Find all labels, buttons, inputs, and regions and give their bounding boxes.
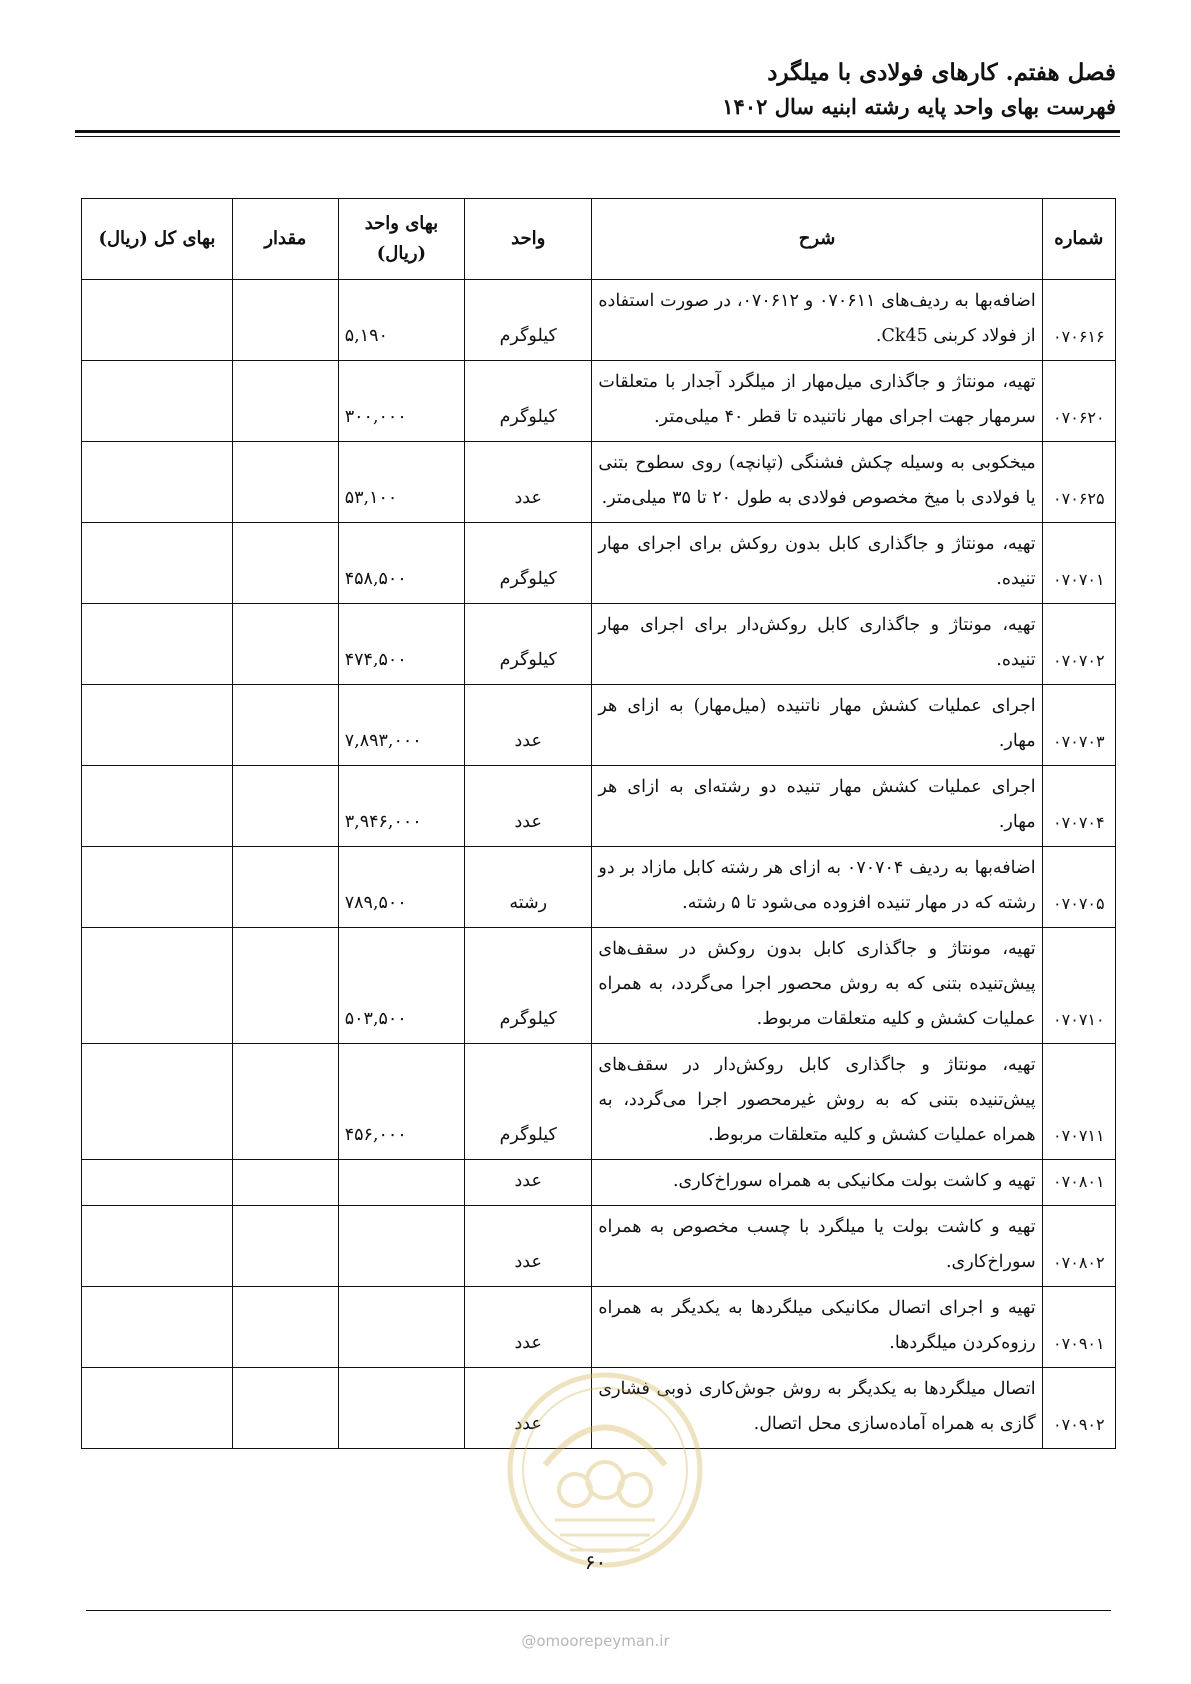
row-description: تهیه، مونتاژ و جاگذاری کابل بدون روکش برای اجرای مهار تنیده. xyxy=(592,523,1042,604)
header-quantity: مقدار xyxy=(232,199,338,280)
row-unit: عدد xyxy=(465,1287,592,1368)
table-row xyxy=(82,1287,1116,1368)
row-total-price xyxy=(82,442,233,523)
row-unit-price: ۵۰۳,۵۰۰ xyxy=(338,928,464,1044)
header-rule-thin xyxy=(75,136,1120,137)
table-header-row xyxy=(82,199,1116,280)
row-number: ۰۷۰۷۰۱ xyxy=(1042,523,1115,604)
header-rule-thick xyxy=(75,130,1120,133)
row-total-price xyxy=(82,523,233,604)
row-description: اضافه‌بها به ردیف ۰۷۰۷۰۴ به ازای هر رشته کابل مازاد بر دو رشته که در مهار تنیده افزوده می‌شود تا ۵ رشته. xyxy=(592,847,1042,928)
row-total-price xyxy=(82,604,233,685)
row-unit-price xyxy=(338,1160,464,1206)
company-seal-icon xyxy=(505,1370,705,1570)
row-description: اجرای عملیات کشش مهار تنیده دو رشته‌ای به ازای هر مهار. xyxy=(592,766,1042,847)
row-description: اضافه‌بها به ردیف‌های ۰۷۰۶۱۱ و ۰۷۰۶۱۲، در صورت استفاده از فولاد کربنی Ck45. xyxy=(592,280,1042,361)
row-unit: کیلوگرم xyxy=(465,523,592,604)
row-unit-price: ۵۳,۱۰۰ xyxy=(338,442,464,523)
table-row xyxy=(82,928,1116,1044)
table-row xyxy=(82,361,1116,442)
row-number: ۰۷۰۶۲۰ xyxy=(1042,361,1115,442)
row-quantity xyxy=(232,1160,338,1206)
table-row xyxy=(82,847,1116,928)
row-unit: کیلوگرم xyxy=(465,361,592,442)
row-description: تهیه و اجرای اتصال مکانیکی میلگردها به یکدیگر به همراه رزوه‌کردن میلگردها. xyxy=(592,1287,1042,1368)
row-description: اتصال میلگردها به یکدیگر به روش جوش‌کاری ذوبی فشاری گازی به همراه آماده‌سازی محل اتصال. xyxy=(592,1368,1042,1449)
row-description: تهیه و کاشت بولت مکانیکی به همراه سوراخ‌کاری. xyxy=(592,1160,1042,1206)
row-unit-price: ۴۵۶,۰۰۰ xyxy=(338,1044,464,1160)
row-total-price xyxy=(82,1368,233,1449)
row-total-price xyxy=(82,280,233,361)
row-unit: کیلوگرم xyxy=(465,604,592,685)
header-unit: واحد xyxy=(465,199,592,280)
row-unit: عدد xyxy=(465,442,592,523)
row-unit: کیلوگرم xyxy=(465,928,592,1044)
row-unit: عدد xyxy=(465,685,592,766)
row-number: ۰۷۰۷۱۱ xyxy=(1042,1044,1115,1160)
footer-rule xyxy=(86,1610,1111,1611)
row-description: تهیه، مونتاژ و جاگذاری کابل بدون روکش در سقف‌های پیش‌تنیده بتنی که به روش محصور اجرا می‌گردد، به همراه عملیات کشش و کلیه متعلقات مربوط. xyxy=(592,928,1042,1044)
row-number: ۰۷۰۷۱۰ xyxy=(1042,928,1115,1044)
row-number: ۰۷۰۷۰۵ xyxy=(1042,847,1115,928)
row-total-price xyxy=(82,1287,233,1368)
row-quantity xyxy=(232,361,338,442)
price-table xyxy=(81,198,1116,1449)
row-unit: عدد xyxy=(465,1368,592,1449)
row-quantity xyxy=(232,1287,338,1368)
row-description: تهیه، مونتاژ و جاگذاری میل‌مهار از میلگرد آجدار با متعلقات سرمهار جهت اجرای مهار ناتنیده تا قطر ۴۰ میلی‌متر. xyxy=(592,361,1042,442)
row-total-price xyxy=(82,1160,233,1206)
row-unit-price: ۵,۱۹۰ xyxy=(338,280,464,361)
row-unit: عدد xyxy=(465,1206,592,1287)
row-unit: کیلوگرم xyxy=(465,280,592,361)
row-number: ۰۷۰۶۲۵ xyxy=(1042,442,1115,523)
row-total-price xyxy=(82,766,233,847)
row-number: ۰۷۰۸۰۱ xyxy=(1042,1160,1115,1206)
row-quantity xyxy=(232,442,338,523)
table-row xyxy=(82,523,1116,604)
table-row xyxy=(82,1206,1116,1287)
row-description: تهیه، مونتاژ و جاگذاری کابل روکش‌دار در سقف‌های پیش‌تنیده بتنی که به روش غیرمحصور اجرا می‌گردد، به همراه عملیات کشش و کلیه متعلقات مربوط. xyxy=(592,1044,1042,1160)
row-quantity xyxy=(232,604,338,685)
row-total-price xyxy=(82,1044,233,1160)
row-unit: عدد xyxy=(465,766,592,847)
row-quantity xyxy=(232,523,338,604)
row-number: ۰۷۰۶۱۶ xyxy=(1042,280,1115,361)
row-unit-price: ۳۰۰,۰۰۰ xyxy=(338,361,464,442)
table-row xyxy=(82,442,1116,523)
row-unit-price: ۷۸۹,۵۰۰ xyxy=(338,847,464,928)
page-number: ۶۰ xyxy=(584,1550,607,1574)
table-row xyxy=(82,1160,1116,1206)
table-row xyxy=(82,766,1116,847)
row-quantity xyxy=(232,685,338,766)
row-unit-price xyxy=(338,1206,464,1287)
row-quantity xyxy=(232,1368,338,1449)
table-row xyxy=(82,604,1116,685)
page-header xyxy=(66,56,1116,124)
row-unit-price: ۷,۸۹۳,۰۰۰ xyxy=(338,685,464,766)
header-unit-price: بهای واحد (ریال) xyxy=(338,199,464,280)
row-unit: رشته xyxy=(465,847,592,928)
row-total-price xyxy=(82,1206,233,1287)
row-quantity xyxy=(232,1206,338,1287)
row-total-price xyxy=(82,847,233,928)
row-quantity xyxy=(232,928,338,1044)
chapter-title: فصل هفتم. کارهای فولادی با میلگرد xyxy=(767,59,1116,86)
row-total-price xyxy=(82,928,233,1044)
header-description: شرح xyxy=(592,199,1042,280)
row-number: ۰۷۰۸۰۲ xyxy=(1042,1206,1115,1287)
row-description: تهیه، مونتاژ و جاگذاری کابل روکش‌دار برای اجرای مهار تنیده. xyxy=(592,604,1042,685)
row-number: ۰۷۰۷۰۲ xyxy=(1042,604,1115,685)
row-unit-price xyxy=(338,1368,464,1449)
row-description: تهیه و کاشت بولت یا میلگرد با چسب مخصوص به همراه سوراخ‌کاری. xyxy=(592,1206,1042,1287)
row-quantity xyxy=(232,847,338,928)
row-unit: کیلوگرم xyxy=(465,1044,592,1160)
website-credit: @omoorepeyman.ir xyxy=(521,1632,670,1650)
table-row xyxy=(82,280,1116,361)
row-unit: عدد xyxy=(465,1160,592,1206)
row-unit-price: ۴۷۴,۵۰۰ xyxy=(338,604,464,685)
list-title: فهرست بهای واحد پایه رشته ابنیه سال ۱۴۰۲ xyxy=(722,94,1116,119)
row-description: اجرای عملیات کشش مهار ناتنیده (میل‌مهار) به ازای هر مهار. xyxy=(592,685,1042,766)
row-number: ۰۷۰۷۰۳ xyxy=(1042,685,1115,766)
table-row xyxy=(82,1044,1116,1160)
row-unit-price: ۴۵۸,۵۰۰ xyxy=(338,523,464,604)
header-number: شماره xyxy=(1042,199,1115,280)
row-number: ۰۷۰۹۰۲ xyxy=(1042,1368,1115,1449)
row-unit-price: ۳,۹۴۶,۰۰۰ xyxy=(338,766,464,847)
row-number: ۰۷۰۷۰۴ xyxy=(1042,766,1115,847)
header-total-price: بهای کل (ریال) xyxy=(82,199,233,280)
row-total-price xyxy=(82,685,233,766)
row-quantity xyxy=(232,1044,338,1160)
row-number: ۰۷۰۹۰۱ xyxy=(1042,1287,1115,1368)
row-unit-price xyxy=(338,1287,464,1368)
row-quantity xyxy=(232,280,338,361)
row-total-price xyxy=(82,361,233,442)
row-quantity xyxy=(232,766,338,847)
row-description: میخکوبی به وسیله چکش فشنگی (تپانچه) روی سطوح بتنی یا فولادی با میخ مخصوص فولادی به طول ۲۰ تا ۳۵ میلی‌متر. xyxy=(592,442,1042,523)
table-row xyxy=(82,685,1116,766)
